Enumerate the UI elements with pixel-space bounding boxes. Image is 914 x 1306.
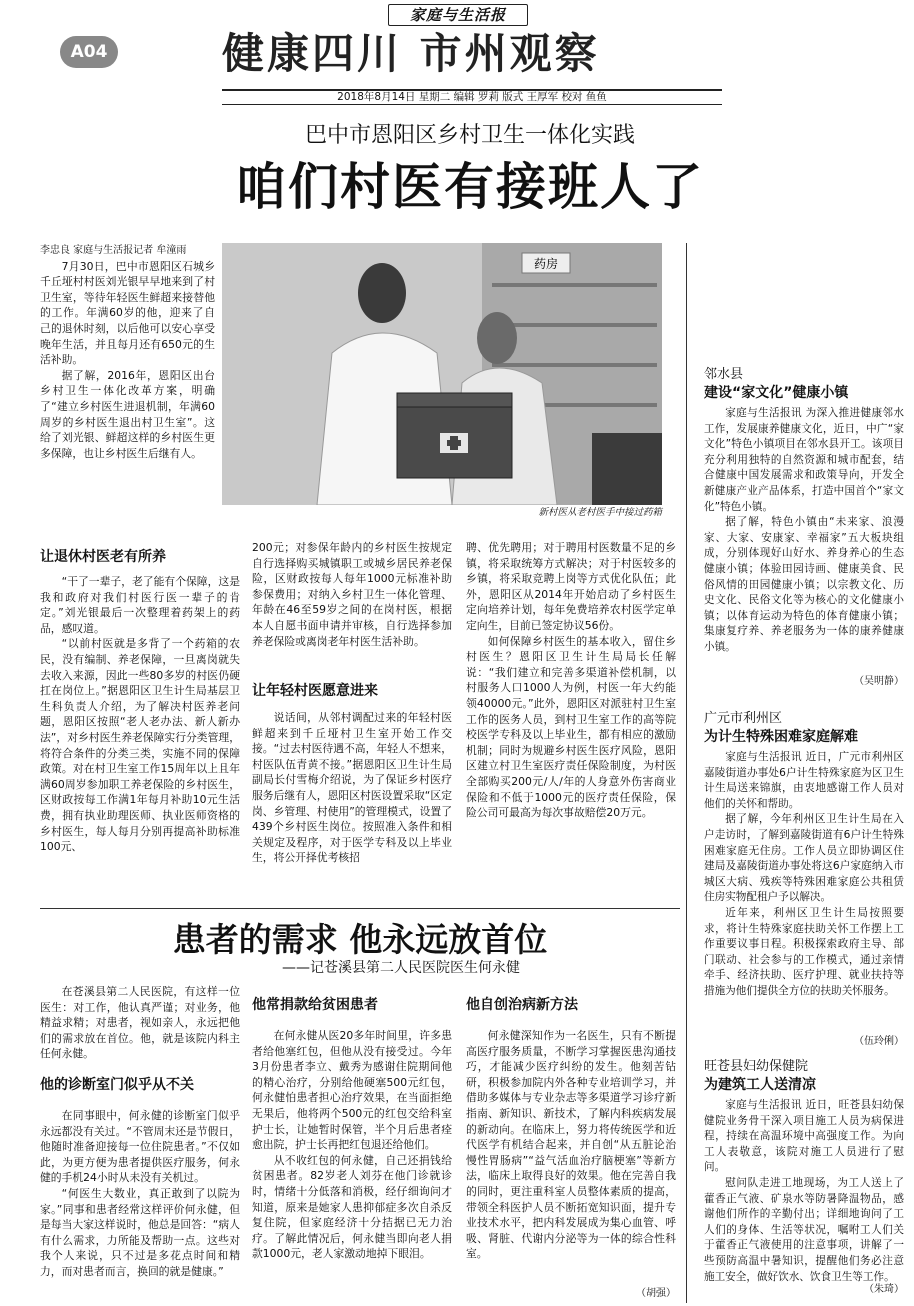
second-intro-paragraph: 在苍溪县第二人民医院，有这样一位医生：对工作，他认真严谨；对业务，他精益求精；对患者，视如亲人，永远把他们的需求放在首位。他，就是该院内科主任何永健。: [40, 985, 240, 1061]
lead-byline: 李忠良 家庭与生活报记者 牟潼雨: [40, 245, 187, 256]
sidebar-story-2: [704, 710, 904, 1048]
sidebar-paragraph: 近年来，利州区卫生计生局按照要求，将计生特殊家庭扶助关怀工作摆上工作重要议事日程。积极探索政府主导、部门联动、社会参与的工作模式，通过亲情牵手、经济扶助、医疗护理、就业扶持等措施为他们提供全方位的扶助关怀服务。: [704, 906, 904, 997]
second-section-1-paragraph: 在同事眼中，何永健的诊断室门似乎永远都没有关过。“不管周末还是节假日，他随时准备迎接每一位住院患者。”不仅如此，为更方便为患者提供医疗服务，何永健的手机24小时从未没有关机过。: [40, 1109, 240, 1185]
lead-headline: 咱们村医有接班人了: [236, 157, 704, 216]
sidebar-sign: （伍玲俐）: [854, 1036, 904, 1047]
lead-kicker: 巴中市恩阳区乡村卫生一体化实践: [304, 123, 635, 148]
sidebar-paragraph: 家庭与生活报讯 近日，广元市利州区嘉陵街道办事处6户计生特殊家庭为区卫生计生局送来锦旗，由衷地感谢工作人员对他们的关怀和帮助。: [704, 751, 904, 810]
sidebar-paragraph: 据了解，今年利州区卫生计生局在入户走访时，了解到嘉陵街道有6户计生特殊困难家庭无住房。工作人员立即协调区住建局及嘉陵街道办事处将这6户家庭纳入市城区大病、残疾等特殊困难家庭公共租赁住房实物配租户予以解决。: [704, 813, 904, 904]
second-section-1-title: 他的诊断室门似乎从不关: [40, 1077, 194, 1093]
page-number-badge: A04: [60, 36, 118, 68]
second-section-2-paragraph: 从不收红包的何永健，自己还捐钱给贫困患者。82岁老人刘芬在他门诊就诊时，情绪十分低落和消极，经仔细询问才知道，原来是她家人患抑郁症多次自杀反复住院，但家庭经济十分拮据已无力治疗。了解此情况后，何永健当即向老人捐款1000元，老人家激动地掉下眼泪。: [252, 1153, 452, 1261]
lead-section-1-title: 让退休村医老有所养: [40, 549, 166, 565]
sidebar-story-1: [704, 366, 904, 696]
lead-section-1-paragraph: “干了一辈子，老了能有个保障，这是我和政府对我们村医行医一辈子的肯定。”刘光银最后一次整理着药架上的药品，感叹道。: [40, 575, 240, 635]
lead-column-2-paragraph: 200元；对参保年龄内的乡村医生按规定自行选择购买城镇职工或城乡居民养老保险，区财政按每人每年1000元标准补助参保费用；对纳入乡村卫生一体化管理、年龄在46至59岁之间的在岗村医，根据本人自愿书面申请并审核，自行选择参加养老保险或离岗老年村医生活补助。: [252, 541, 452, 648]
lead-column-3: [466, 540, 676, 900]
lead-column-2: [252, 540, 452, 900]
photo-caption: 新村医从老村医手中接过药箱: [538, 507, 662, 518]
lead-photo: [222, 243, 662, 505]
sidebar-title: 为计生特殊困难家庭解难: [704, 729, 858, 745]
sidebar-title: 建设“家文化”健康小镇: [704, 385, 849, 401]
second-section-3-sign: （胡强）: [636, 1288, 676, 1299]
sidebar-paragraph: 据了解，特色小镇由“未来家、浪漫家、大家、安康家、幸福家”五大板块组成，分别体现好山好水、养身养心的生态健康小镇；体验田园诗画、健康美食、民俗风情的田园健康小镇；以宗教文化、历史文化、民俗文化等为核心的文化健康小镇；以体育运动为特色的体育健康小镇；集康复疗养、养老服务为一体的康养健康小镇。: [704, 516, 904, 653]
sidebar-region: 邻水县: [704, 367, 744, 382]
lead-column-1: [40, 548, 240, 900]
sidebar-sign: （朱琦）: [864, 1284, 904, 1295]
lead-column-3-paragraph: 聘、优先聘用；对于聘用村医数量不足的乡镇，将采取统筹方式解决；对于村医较多的乡镇，将采取竞聘上岗等方式优化队伍；此外，恩阳区从2014年开始启动了乡村医生定向培养计划，每年免费培养农村医学定单定向生，目前已签定协议56份。: [466, 541, 676, 632]
lead-column-3-paragraph: 如何保障乡村医生的基本收入，留住乡村医生？恩阳区卫生计生局局长任解说：“我们建立和完善多渠道补偿机制，以村服务人口1000人为例，村医一年大约能领40000元。”此外，恩阳区对派驻村卫生室工作的医务人员，到村卫生室工作的高等院校医学专科及以上毕业生，都有相应的激励机制；同时为规避乡村医生医疗风险，恩阳区建立村卫生室医疗责任保险制度，为村医全部购买200元/人/年的人身意外伤害商业保险和不低于1000元的医疗责任保险，保险公司可最高为每次事故赔偿20万元。: [466, 634, 676, 820]
sidebar-paragraph: 家庭与生活报讯 为深入推进健康邻水工作，发展康养健康文化，近日，中广“家文化”特色小镇项目在邻水县开工。该项目充分利用独特的自然资源和城市配套，结合健康中国发展需求和政策导向，开发全新健康产业产品体系，打造中国首个“家文化”特色小镇。: [704, 407, 904, 513]
lead-section-1-paragraph: “以前村医就是多背了一个药箱的农民，没有编制、养老保障，一旦离岗就失去收入来源，因此一些80多岁的村医仍硬扛在岗位上。”据恩阳区卫生计生局基层卫生科负责人介绍，为了解决村医养老问题，恩阳区按照“老人老办法、新人新办法”，对乡村医生养老保障实行分类管理，将符合条件的分类三类，实施不同的保障政策。对在村卫生室工作15周年以上且年满60周岁参加职工养老保险的乡村医生，区财政按每工作满1年每月补助10元生活费，拥有执业助理医师、执业医师资格的乡村医生，每人每月分别再提高补助标准100元、: [40, 637, 240, 854]
photo-illustration: [222, 243, 662, 505]
second-subhead: ——记苍溪县第二人民医院医生何永健: [282, 960, 520, 976]
column-divider: [686, 243, 687, 1303]
second-section-3-title: 他自创治病新方法: [466, 997, 578, 1013]
photo-sign-text: 药房: [533, 257, 559, 271]
sidebar-paragraph: 家庭与生活报讯 近日，旺苍县妇幼保健院业务骨干深入项目施工人员为病保进程，持续在高温环境中高强度工作。为向工人表敬意，该院对施工人员进行了慰问。: [704, 1099, 904, 1174]
section-title: 健康四川 市州观察: [222, 29, 600, 78]
lead-intro-column: [40, 243, 215, 505]
second-section-1-paragraph: “何医生大数业，真正敢到了以院为家。”同事和患者经常这样评价何永健，但是每当大家这样说时，他总是回答：“病人有什么需求，力所能及帮助一点。这些对我个人来说，只不过是多花点时间和精力，而对患者而言，换回的就是健康。”: [40, 1186, 240, 1278]
lead-section-2-paragraph: 说话间，从邻村调配过来的年轻村医鲜超来到千丘垭村卫生室开始工作交接。“过去村医待遇不高，年轻人不想来，村医队伍青黄不接。”据恩阳区卫生计生局副局长付雪梅介绍说，为了保证乡村医疗服务后继有人，恩阳区村医设置采取“区定岗、乡管理、村使用”的管理模式，设置了439个乡村医生岗位。按照准入条件和相关规定及程序，对于医学专科及以上毕业生，将公开择优考核招: [252, 711, 452, 865]
sidebar-paragraph: 慰问队走进工地现场，为工人送上了藿香正气液、矿泉水等防暑降温物品，感谢他们所作的辛勤付出；详细地询问了工人们的身体、生活等状况，嘱咐工人们关于藿香正气液使用的注意事项，讲解了一些预防高温中暑知识，提醒他们务必注意施工安全，做好饮水、饮食卫生等工作。: [704, 1176, 904, 1283]
dateline: 2018年8月14日 星期二 编辑 罗莉 版式 王厚军 校对 鱼鱼: [222, 89, 722, 105]
sidebar-story-3: [704, 1058, 904, 1304]
second-headline: 患者的需求 他永远放首位: [172, 920, 548, 959]
sidebar-region: 广元市利州区: [704, 711, 783, 726]
second-section-2-title: 他常捐款给贫困患者: [252, 997, 378, 1013]
second-section-3-paragraph: 何永健深知作为一名医生，只有不断提高医疗服务质量，不断学习掌握医患沟通技巧，才能减少医疗纠纷的发生。他刻苦钻研，积极参加院内外各种专业培训学习，并借助多媒体与专业杂志等多渠道学习诊疗新指南、新知识、新技术，了解内科疾病发展的新动向。在临床上，努力将传统医学和近代医学有机结合起来，并自创“从五脏论治慢性胃肠病”“益气活血治疗脑梗塞”等新方法，临床上取得良好的效果。他在完善自我的同时，更注重科室人员整体素质的提高，带领全科医护人员不断拓宽知识面，提升专业技术水平，把内科发展成为集心血管、呼吸、肾脏、代谢内分泌等为一体的综合性科室。: [466, 1029, 676, 1261]
sidebar-title: 为建筑工人送清凉: [704, 1077, 816, 1093]
lead-intro-paragraph: 据了解，2016年，恩阳区出台乡村卫生一体化改革方案，明确了“建立乡村医生进退机制，年满60周岁的乡村医生退出村卫生室”。这给了刘光银、鲜超这样的乡村医生更多保障，也让乡村医生后继有人。: [40, 368, 215, 460]
newspaper-logo: 家庭与生活报: [388, 4, 528, 26]
lead-section-2-title: 让年轻村医愿意进来: [252, 683, 378, 699]
second-column-3: [466, 996, 676, 1302]
sidebar-sign: （吴明静）: [854, 676, 904, 687]
second-section-2-paragraph: 在何永健从医20多年时间里，许多患者给他塞红包，但他从没有接受过。今年3月份患者李立、戴秀为感谢住院期间他的精心治疗，分别给他硬塞500元红包，何永健怕患者担心治疗效果，在当面拒绝无果后，他将两个500元的红包交给科室护士长，让她暂时保管，半个月后患者痊愈出院，护士长再把红包退还给他们。: [252, 1029, 452, 1152]
lead-intro-paragraph: 7月30日，巴中市恩阳区石城乡千丘垭村村医刘光银早早地来到了村卫生室，等待年轻医生鲜超来接替他的工作。年满60岁的他，迎来了自己的退休时刻，以后他可以安心享受晚年生活，并且每月还有650元的生活补助。: [40, 259, 215, 367]
section-divider: [40, 908, 680, 909]
second-column-2: [252, 996, 452, 1302]
sidebar-region: 旺苍县妇幼保健院: [704, 1059, 809, 1074]
second-column-1: [40, 984, 240, 1302]
